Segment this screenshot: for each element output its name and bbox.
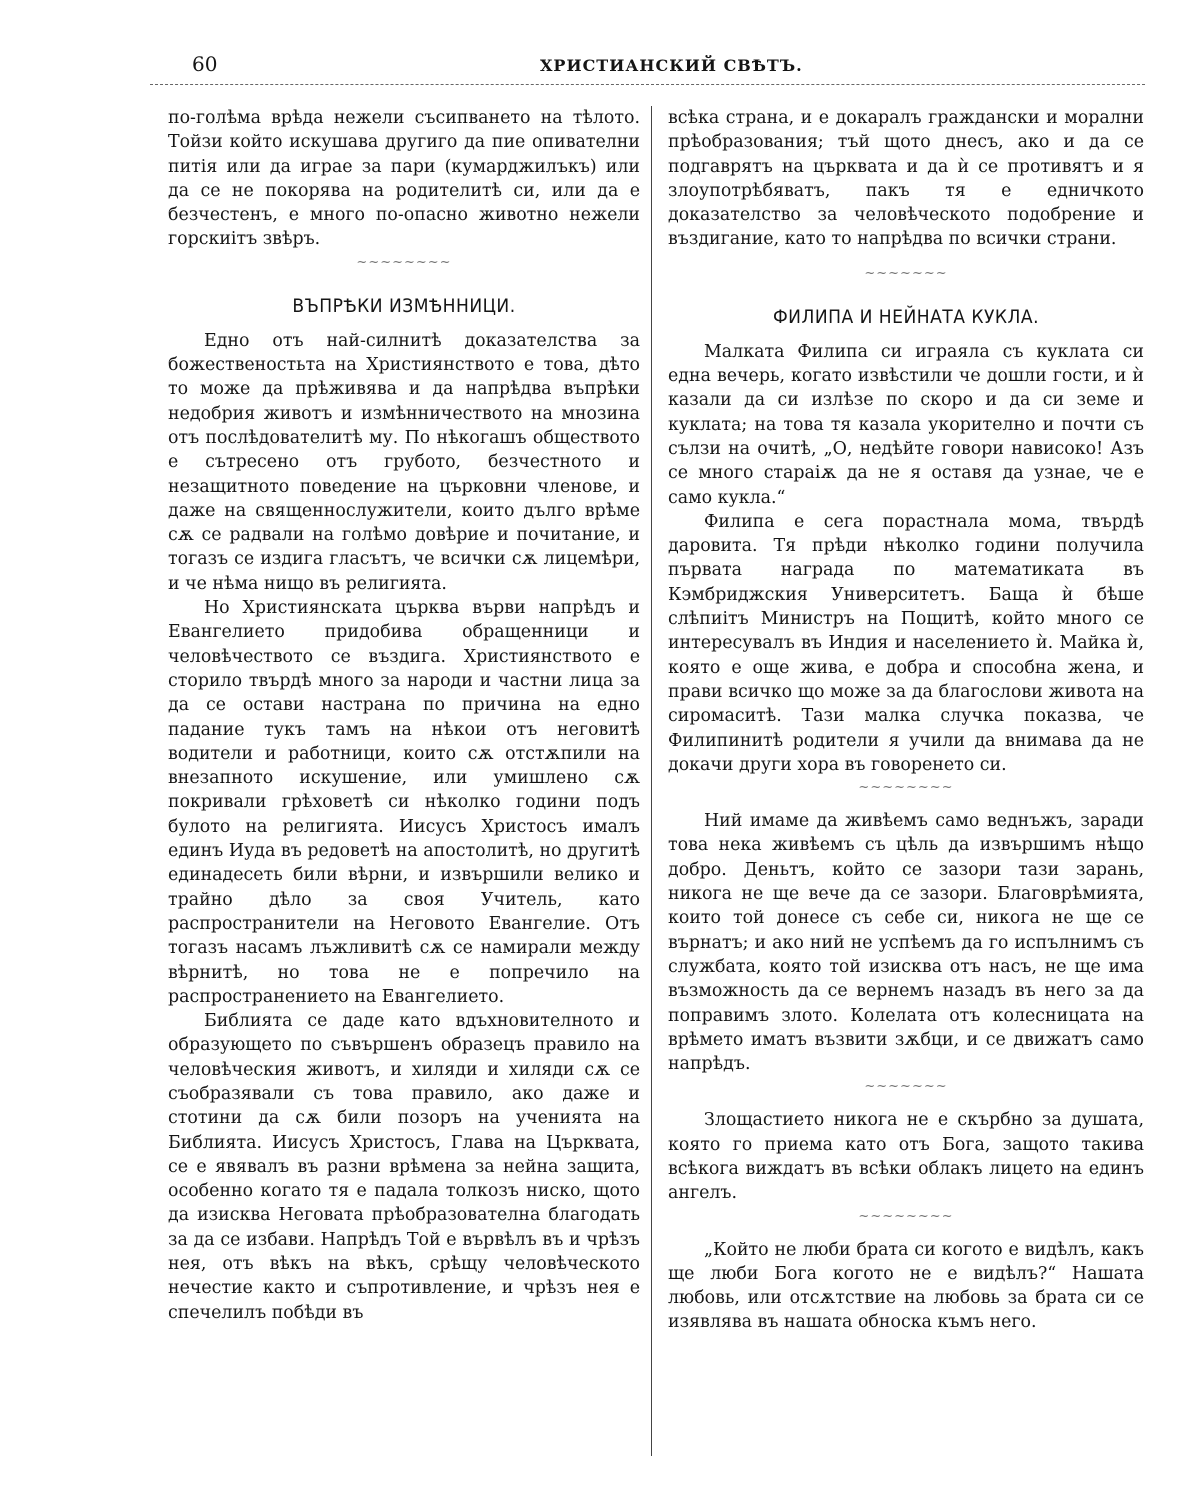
journal-title: ХРИСТИАНСКИЙ СВѢТЪ. (540, 56, 803, 75)
left-column (168, 106, 640, 1466)
section-ornament: ~~~~~~~~ (356, 254, 452, 270)
continued-paragraph: всѣка страна, и е докаралъ граждански и морални прѣобразования; тъй щото днесъ, ако и да се подгаврятъ на църквата и да ѝ се противятъ и я злоупотрѣбяватъ, пакъ тя е едничкото доказателство за человѣческото подобрение и въздигание, като то напрѣдва по всички страни. (668, 108, 1144, 250)
story-paragraph: Малката Филипа си играяла съ куклата си една вечерь, когато извѣстили че дошли гости, и ѝ казали да си излѣзе по скоро и да си земе и куклата; на това тя казала укорително и почти съ сълзи на очитѣ, „О, недѣйте говори нависоко! Азъ се много стараіѫ да не я оставя да узнае, че е само кукла.“ (668, 341, 1144, 508)
story-paragraph: Филипа е сега порастнала мома, твърдѣ даровита. Тя прѣди нѣколко години получила първата награда по математиката въ Кэмбриджския Университетъ. Баща ѝ бѣше слѣпиiтъ Министръ на Пощитѣ, който много се интересувалъ въ Индия и населението ѝ. Майка ѝ, която е още жива, е добра и способна жена, и прави всичко що може за да благослови живота на сиромаситѣ. Тази малка случка показва, че Филипинитѣ родители я учили да внимава да не докачи други хора въ говоренето си. (668, 511, 1144, 775)
article-paragraph: Едно отъ най-силнитѣ доказателства за божественостьта на Християнството е това, дѣто то може да прѣживява и да напрѣдва въпрѣки недобрия животъ и измѣнничеството на мнозина отъ послѣдователитѣ му. По нѣкогашъ обществото е сътресено отъ грубото, безчестното и незащитното поведение на църковни членове, и даже на священнослужители, които дълго врѣме сѫ се радвали на голѣмо довѣрие и почитание, и тогазъ се издига гласътъ, че всички сѫ лицемѣри, и че нѣма нищо въ религията. (168, 330, 640, 594)
essay-paragraph: Злощастието никога не е скърбно за душата, която го приема като отъ Бога, защото такива всѣкога виждатъ въ всѣки облакъ лицето на единъ ангелъ. (668, 1110, 1144, 1204)
column-divider (651, 106, 652, 1456)
essay-paragraph: Ний имаме да живѣемъ само веднъжъ, заради това нека живѣемъ съ цѣль да извършимъ нѣщо добро. Деньтъ, който се зазори тази зарань, никога не ще вече да се зазори. Благоврѣмията, които той донесе съ себе си, никога не ще се върнатъ; и ако ний не успѣемъ да го испълнимъ съ службата, която той изисква отъ насъ, не ще има възможность да се вернемъ назадъ въ него за да поправимъ злото. Колелата отъ колесницата на врѣмето иматъ възвити зѫбци, и се движатъ само напрѣдъ. (668, 811, 1144, 1075)
article-title: ВЪПРѢКИ ИЗМѢННИЦИ. (292, 294, 516, 317)
page-header (150, 50, 1145, 85)
section-ornament: ~~~~~~~ (864, 1079, 948, 1095)
essay-paragraph: „Който не люби брата си когото е видѣлъ, какъ ще люби Бога когото не е видѣлъ?“ Нашата любовь, или отсѫтствие на любовь за брата си се изявлява въ нашата обноска къмъ него. (668, 1239, 1144, 1333)
section-ornament: ~~~~~~~~ (858, 780, 954, 796)
right-column (668, 106, 1144, 1466)
article-paragraph: Библията се даде като вдъхновителното и образующето по съвършенъ образецъ правило на человѣческия животъ, и хиляди и хиляди сѫ се съобразявали съ това правило, ако даже и стотини да сѫ били позоръ на учениятa на Библията. Иисусъ Христосъ, Глава на Църквата, се е явявалъ въ разни врѣмена за нейна защита, особенно когато тя е падала толкозъ ниско, щото да изисква Неговата прѣобразователна благодать за да се избави. Напрѣдъ Той е вървѣлъ въ и чрѣзъ нея, отъ вѣкъ на вѣкъ, срѣщу человѣческото нечестие както и съпротивление, и чрѣзъ нея е спечелилъ побѣди въ (168, 1011, 640, 1323)
section-ornament: ~~~~~~~~ (858, 1208, 954, 1224)
page-number: 60 (192, 52, 218, 76)
section-ornament: ~~~~~~~ (864, 265, 948, 281)
article-paragraph: Но Християнската църква върви напрѣдъ и Евангелието придобива обращенници и человѣчеството се въздига. Християнството е сторило твърдѣ много за народи и частни лица за да се остави настрана по причина на едно падание тукъ тамъ на нѣкои отъ неговитѣ водители и работници, които сѫ отстѫпили на внезапното искушение, или умишлено сѫ покривали грѣховетѣ си нѣколко години подъ булото на религията. Иисусъ Христосъ ималъ единъ Иуда въ редоветѣ на апостолитѣ, но другитѣ единадесеть били вѣрни, и извършили велико и трайно дѣло за своя Учитель, като распространители на Неговото Евангелие. Отъ тогазъ насамъ лъжливитѣ сѫ се намирали между вѣрнитѣ, но това не е попречило на распространението на Евангелието. (168, 598, 640, 1007)
article-title: ФИЛИПА И НЕЙНАТА КУКЛА. (772, 305, 1040, 328)
continued-paragraph: по-голѣма врѣда нежели съсипването на тѣлото. Тойзи който искушава другиго да пие опивателни питія или да играе за пари (кумарджилъкъ) или да се не покорява на родителитѣ си, или да е безчестенъ, е много по-опасно животно нежели горскиiтъ звѣръ. (168, 108, 640, 250)
